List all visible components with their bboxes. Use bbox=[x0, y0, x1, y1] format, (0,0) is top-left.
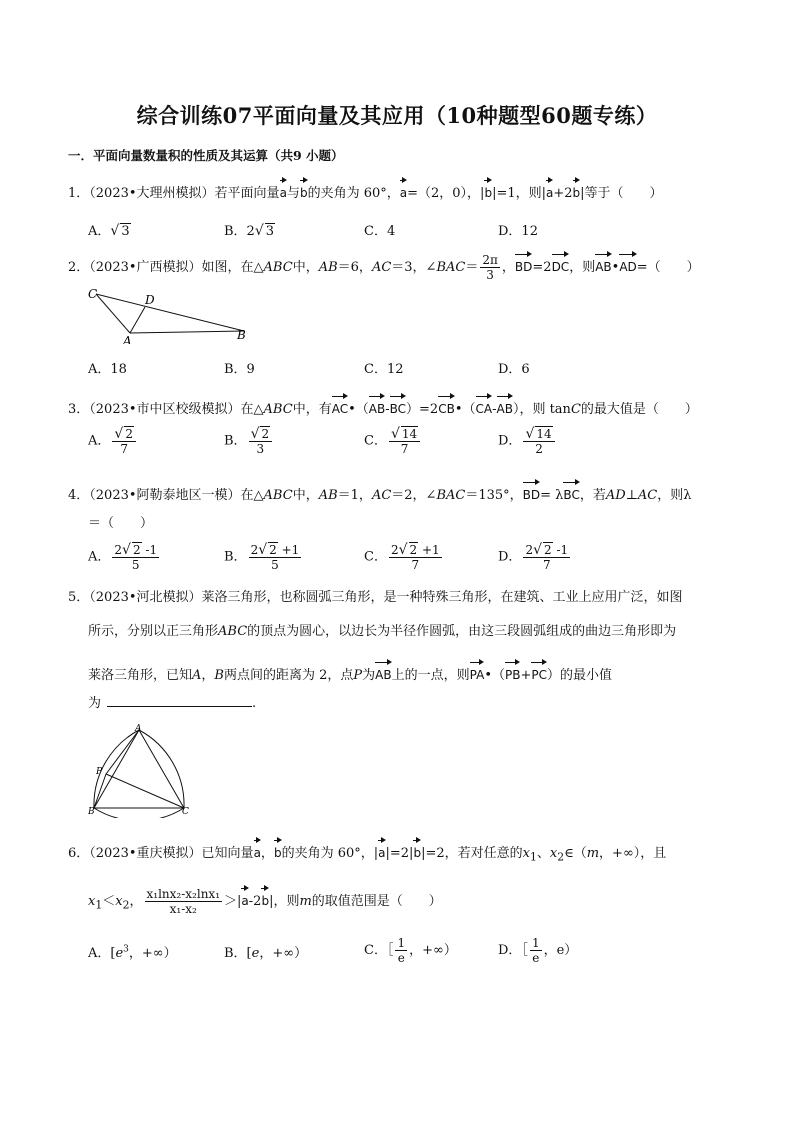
q5-text: . bbox=[252, 696, 257, 711]
abs-bar: | bbox=[373, 846, 379, 861]
q6-text: ， bbox=[260, 846, 274, 861]
point-c-label: C bbox=[182, 807, 189, 817]
q5-text: P bbox=[353, 668, 363, 683]
vector-ac: AC bbox=[332, 394, 348, 419]
q1-text: |等于（ ） bbox=[580, 186, 663, 201]
dot-op: • bbox=[611, 260, 620, 275]
q4-text: AB bbox=[318, 488, 338, 503]
vector-a: a bbox=[241, 886, 248, 911]
q2-source: （2023•广西模拟） bbox=[89, 260, 202, 275]
q6-text: 2 bbox=[122, 898, 130, 912]
q6-text: |，则 bbox=[269, 894, 300, 909]
q5-text: ， bbox=[201, 668, 215, 683]
question-4 bbox=[68, 480, 691, 506]
q6-text: 的夹角为 60°， bbox=[281, 846, 374, 861]
q6-text: 、 bbox=[536, 846, 550, 861]
answer-blank[interactable] bbox=[107, 706, 252, 707]
q3-text: 在△ bbox=[240, 402, 264, 417]
vector-a: a bbox=[280, 178, 287, 203]
point-c-label: C bbox=[88, 287, 98, 301]
question-2 bbox=[68, 252, 700, 282]
q6-text: ，+∞），且 bbox=[599, 846, 667, 861]
vector-a: a bbox=[546, 178, 553, 203]
q5-text: 莱洛三角形，已知 bbox=[88, 668, 193, 683]
q5-text: 上的一点，则 bbox=[391, 668, 470, 683]
point-b-label: B bbox=[88, 807, 95, 817]
q6-text: |=2，若对任意的 bbox=[421, 846, 523, 861]
abs-bar: | bbox=[480, 186, 485, 201]
q5-text: 的顶点为圆心，以边长为半径作圆弧，由这三段圆弧组成的曲边三角形即为 bbox=[247, 624, 677, 639]
q3-text: - bbox=[385, 402, 390, 417]
vector-b: b bbox=[261, 886, 269, 911]
vector-pb: PB bbox=[505, 660, 520, 685]
q4-text: ＝2，∠ bbox=[391, 488, 437, 503]
q2-text: =2 bbox=[532, 260, 552, 275]
q2-option-c[interactable]: C．12 bbox=[364, 362, 404, 377]
vector-cb: CB bbox=[438, 394, 455, 419]
point-a-label: A bbox=[135, 724, 142, 734]
vector-pc: PC bbox=[531, 660, 547, 685]
vector-a: a bbox=[400, 178, 407, 203]
vector-b: b bbox=[300, 178, 308, 203]
q6-text: ， bbox=[129, 894, 143, 909]
vector-b: b bbox=[413, 838, 421, 863]
vector-b: b bbox=[484, 178, 492, 203]
q6-line2 bbox=[88, 886, 442, 916]
q4-option-d[interactable]: D． $\frac{2√ 2 -1}{7}$ bbox=[498, 542, 569, 572]
q6-text: 的取值范围是（ ） bbox=[311, 894, 442, 909]
q4-source: （2023•阿勒泰地区一模） bbox=[89, 488, 241, 503]
q6-number: 6． bbox=[68, 846, 90, 861]
q4-text: ＝135°， bbox=[465, 488, 523, 503]
q6-text: ∈（ bbox=[564, 846, 587, 861]
question-1 bbox=[68, 178, 663, 204]
point-a-label: A bbox=[123, 334, 132, 344]
q2-option-b[interactable]: B．9 bbox=[224, 362, 255, 377]
q5-text: ABC bbox=[218, 624, 248, 639]
q2-triangle-figure bbox=[84, 284, 264, 344]
q4-text: AC bbox=[371, 488, 392, 503]
q3-option-c[interactable]: C． $\frac{√ 14}{7}$ bbox=[364, 426, 422, 456]
vector-a: a bbox=[254, 838, 261, 863]
q2-option-a[interactable]: A．18 bbox=[88, 362, 127, 377]
q4-number: 4． bbox=[68, 488, 90, 503]
vector-pa: PA bbox=[470, 660, 485, 685]
q2-text: BAC bbox=[436, 260, 466, 275]
q6-text: 1 bbox=[529, 850, 537, 864]
vector-ab: AB bbox=[497, 394, 513, 419]
vector-b: b bbox=[573, 178, 581, 203]
q3-text: - bbox=[492, 402, 497, 417]
q5-text: A bbox=[192, 668, 202, 683]
q4-text: AD bbox=[605, 488, 626, 503]
q5-text: 莱洛三角形，也称圆弧三角形，是一种特殊三角形，在建筑、工业上应用广泛，如图 bbox=[201, 590, 683, 605]
fraction: $\frac{\text{x₁lnx₂-x₂lnx₁}}{\text{x₁-x₂}}$ bbox=[146, 887, 220, 916]
q4-text: = λ bbox=[540, 488, 564, 503]
q2-text: ，则 bbox=[569, 260, 596, 275]
reuleaux-triangle-figure bbox=[84, 722, 194, 818]
q6-option-c[interactable]: C．［ $\frac{1}{e}$ ，+∞） bbox=[364, 936, 457, 965]
q1-option-d[interactable]: D．12 bbox=[498, 224, 538, 239]
q6-text: x bbox=[549, 846, 558, 861]
q5-line3 bbox=[88, 660, 612, 686]
vector-dc: DC bbox=[552, 252, 570, 277]
segment-ad bbox=[130, 307, 145, 333]
vector-bd: BD bbox=[523, 480, 540, 505]
q5-text: 为 bbox=[88, 696, 102, 711]
q4-option-b[interactable]: B． $\frac{2√ 2 +1}{5}$ bbox=[224, 542, 300, 572]
point-d-label: D bbox=[145, 293, 155, 307]
q1-text: 的夹角为 60°， bbox=[307, 186, 400, 201]
q4-text: BAC bbox=[436, 488, 466, 503]
q2-text: 中， bbox=[292, 260, 319, 275]
equilateral-triangle bbox=[94, 730, 184, 808]
page-title: 综合训练07平面向量及其应用（10种题型60题专练） bbox=[136, 103, 658, 128]
vector-ab: AB bbox=[369, 394, 385, 419]
side-ca bbox=[96, 294, 130, 333]
q2-text: =（ ） bbox=[636, 260, 700, 275]
q6-text: x bbox=[522, 846, 530, 861]
q3-option-d[interactable]: D． $\frac{√ 14}{2}$ bbox=[498, 426, 557, 456]
q6-text: ＜ bbox=[102, 894, 116, 909]
q4-text: 在△ bbox=[240, 488, 264, 503]
q5-text: 为 bbox=[362, 668, 376, 683]
q6-text: 1 bbox=[95, 898, 103, 912]
q6-option-d[interactable]: D．［ $\frac{1}{e}$ ，e） bbox=[498, 936, 578, 965]
q3-text: C bbox=[570, 402, 581, 417]
q5-line2 bbox=[88, 622, 676, 642]
q5-text: 所示，分别以正三角形 bbox=[88, 624, 219, 639]
q5-text: ）的最小值 bbox=[546, 668, 612, 683]
q6-text: ＞ bbox=[224, 894, 238, 909]
q1-text: |=1，则 bbox=[492, 186, 542, 201]
q6-text: |=2| bbox=[385, 846, 414, 861]
segment-pc bbox=[106, 774, 184, 808]
q1-option-c[interactable]: C．4 bbox=[364, 224, 396, 239]
q1-option-b[interactable]: B．2√ 3 bbox=[224, 223, 275, 239]
section-heading: 一．平面向量数量积的性质及其运算（共9 小题） bbox=[68, 148, 344, 163]
q6-text: x bbox=[88, 894, 96, 909]
vector-a: a bbox=[378, 838, 385, 863]
side-ab bbox=[130, 331, 244, 333]
q6-source: （2023•重庆模拟） bbox=[89, 846, 202, 861]
q4-option-c[interactable]: C． $\frac{2√ 2 +1}{7}$ bbox=[364, 542, 440, 572]
q3-option-b[interactable]: B． $\frac{√ 2}{3}$ bbox=[224, 426, 274, 456]
q3-text: •（ bbox=[348, 402, 369, 417]
q3-option-a[interactable]: A． $\frac{√ 2}{7}$ bbox=[88, 426, 138, 456]
q6-option-a[interactable]: A．[$e^3$，+∞） bbox=[88, 944, 177, 961]
q2-text: ＝3，∠ bbox=[391, 260, 437, 275]
q4-text: ABC bbox=[263, 488, 293, 503]
q6-text: m bbox=[299, 894, 312, 909]
abs-bar: | bbox=[237, 894, 242, 909]
side-cb bbox=[96, 294, 244, 331]
q1-number: 1． bbox=[68, 186, 90, 201]
q4-text: ⊥ bbox=[625, 488, 638, 503]
q5-text: + bbox=[520, 668, 532, 683]
q1-text: 与 bbox=[286, 186, 300, 201]
q4-option-a[interactable]: A． $\frac{2√ 2 -1}{5}$ bbox=[88, 542, 158, 572]
q3-text: ），则 tan bbox=[512, 402, 571, 417]
question-6 bbox=[68, 838, 666, 868]
q2-number: 2． bbox=[68, 260, 90, 275]
q5-text: B bbox=[214, 668, 224, 683]
vector-bc: BC bbox=[390, 394, 406, 419]
q2-option-d[interactable]: D．6 bbox=[498, 362, 530, 377]
question-3 bbox=[68, 394, 698, 420]
q6-text: 2 bbox=[557, 850, 565, 864]
q5-text: •（ bbox=[484, 668, 505, 683]
q4-text: AC bbox=[637, 488, 658, 503]
question-5 bbox=[68, 588, 683, 608]
q1-source: （2023•大理州模拟） bbox=[89, 186, 215, 201]
q6-text: m bbox=[586, 846, 600, 861]
vector-bc: BC bbox=[563, 480, 579, 505]
q4-text: ＝1， bbox=[337, 488, 372, 503]
reuleaux-outline bbox=[94, 730, 184, 818]
abs-bar: | bbox=[541, 186, 546, 201]
q3-text: ABC bbox=[263, 402, 293, 417]
q5-line4 bbox=[88, 694, 256, 714]
q2-text: 如图，在△ bbox=[201, 260, 264, 275]
q2-text: ＝ bbox=[465, 260, 479, 275]
q2-text: ABC bbox=[263, 260, 293, 275]
q2-text: AB bbox=[318, 260, 338, 275]
q2-text: ， bbox=[501, 260, 515, 275]
vector-b: b bbox=[274, 838, 282, 863]
q1-option-a[interactable]: A．√ 3 bbox=[88, 223, 130, 239]
q1-text: +2 bbox=[553, 186, 573, 201]
q3-text: •（ bbox=[454, 402, 476, 417]
q2-text: ＝6， bbox=[337, 260, 372, 275]
q5-text: 两点间的距离为 2，点 bbox=[223, 668, 354, 683]
arc-ab: AB bbox=[375, 660, 391, 685]
q4-line2: ＝（ ） bbox=[88, 516, 154, 531]
vector-ad: AD bbox=[619, 252, 636, 277]
q3-number: 3． bbox=[68, 402, 90, 417]
q1-text: =（2，0）， bbox=[407, 186, 481, 201]
q3-text: 中，有 bbox=[292, 402, 332, 417]
q6-text: x bbox=[115, 894, 123, 909]
q3-source: （2023•市中区校级模拟） bbox=[89, 402, 241, 417]
q6-option-b[interactable]: B．[e，+∞） bbox=[224, 946, 308, 961]
point-b-label: B bbox=[237, 328, 246, 342]
point-p-label: P bbox=[96, 767, 103, 777]
vector-ab: AB bbox=[595, 252, 611, 277]
q1-text: 若平面向量 bbox=[214, 186, 280, 201]
q2-text: AC bbox=[371, 260, 392, 275]
q4-text: 中， bbox=[292, 488, 319, 503]
q6-text: -2 bbox=[248, 894, 262, 909]
q3-text: ）=2 bbox=[406, 402, 439, 417]
q4-text: ，则λ bbox=[657, 488, 692, 503]
vector-ca: CA bbox=[476, 394, 493, 419]
q5-number: 5． bbox=[68, 590, 90, 605]
segment-pa bbox=[106, 730, 139, 774]
q3-text: 的最大值是（ ） bbox=[580, 402, 698, 417]
fraction: $\frac{2\pi}{3}$ bbox=[482, 253, 498, 282]
q6-text: 已知向量 bbox=[201, 846, 254, 861]
q4-text: ，若 bbox=[579, 488, 606, 503]
vector-bd: BD bbox=[515, 252, 532, 277]
q5-source: （2023•河北模拟） bbox=[89, 590, 202, 605]
